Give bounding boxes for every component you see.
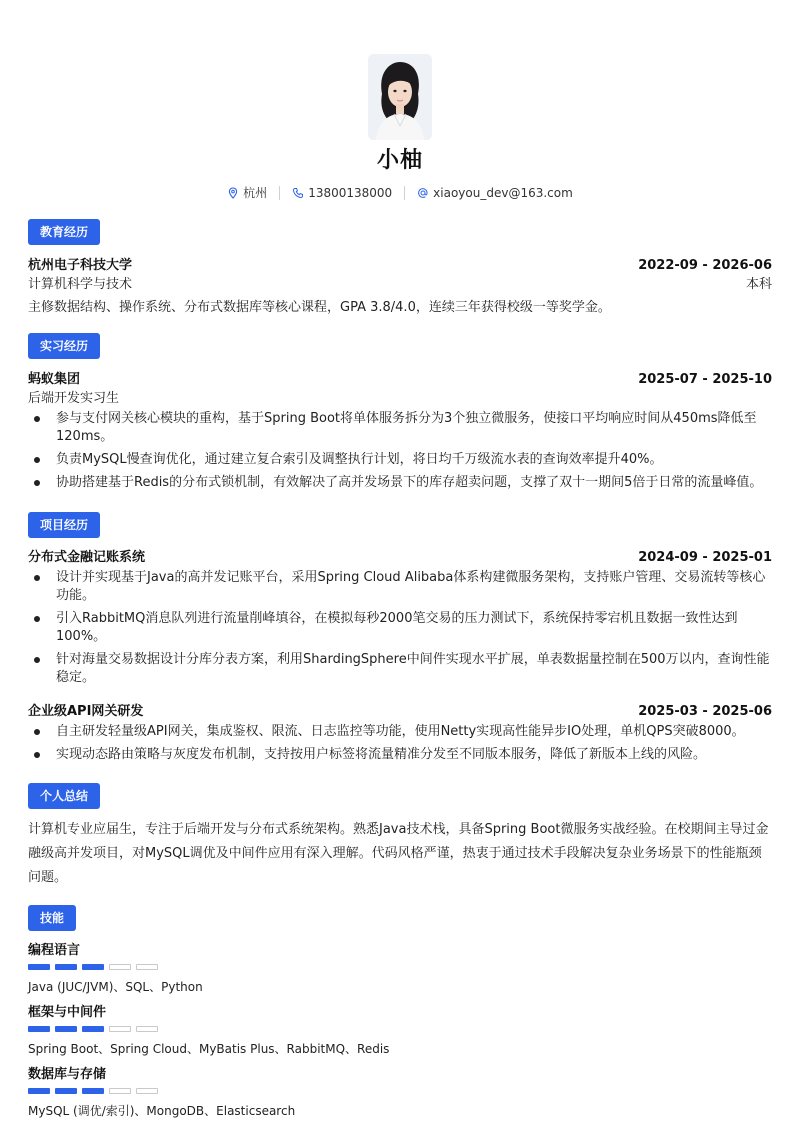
education-header-row [28,254,772,273]
skill-segment-empty [136,964,158,970]
candidate-name: 小柚 [376,148,423,173]
skill-segment-empty [109,964,131,970]
skill-title: 框架与中间件 [28,1005,107,1020]
section-internship-tag: 实习经历 [28,333,100,359]
skill-level-bar [28,1026,772,1032]
bullet-dot [34,657,40,663]
bullet-dot [34,416,40,422]
list-item [28,451,772,469]
skill-title: 数据库与存储 [28,1067,107,1082]
list-item [28,746,772,764]
section-education-tag: 教育经历 [28,219,100,245]
bullet-dot [34,616,40,622]
skill-segment-empty [136,1088,158,1094]
skill-list: MySQL (调优/索引)、MongoDB、Elasticsearch [28,1104,296,1118]
bullet-dot [34,457,40,463]
contact-phone [292,187,392,199]
education-sub-row [28,273,772,292]
skill-segment-filled [82,964,104,970]
skill-segment-empty [109,1026,131,1032]
project-name: 分布式金融记账系统 [28,550,146,565]
section-projects-tag: 项目经历 [28,512,100,538]
bullet-text: 自主研发轻量级API网关，集成鉴权、限流、日志监控等功能，使用Netty实现高性能异步IO处理，单机QPS突破8000。 [56,724,745,739]
bullet-dot [34,752,40,758]
at-sign-icon [417,187,429,199]
internship-block [28,368,772,497]
list-item [28,610,772,646]
contact-divider [404,186,405,200]
bullet-dot [34,729,40,735]
skill-segment-filled [82,1088,104,1094]
summary-text: 计算机专业应届生，专注于后端开发与分布式系统架构。熟悉Java技术栈，具备Spring Boot微服务实战经验。在校期间主导过金融级高并发项目，对MySQL调优及中间件应用有深入理解。代码风格严谨，热衷于通过技术手段解决复杂业务场景下的性能瓶颈问题。 [28,822,769,885]
skill-segment-empty [109,1088,131,1094]
internship-role: 后端开发实习生 [28,391,120,406]
degree-name: 本科 [745,277,772,292]
list-item [28,410,772,446]
education-description: 主修数据结构、操作系统、分布式数据库等核心课程，GPA 3.8/4.0，连续三年获得校级一等奖学金。 [28,300,611,315]
project-header-row [28,546,772,565]
bullet-text: 负责MySQL慢查询优化，通过建立复合索引及调整执行计划，将日均千万级流水表的查询效率提升40%。 [56,452,663,467]
contact-email [417,187,573,199]
skill-segment-filled [55,964,77,970]
resume-header [0,54,800,200]
avatar-photo [368,54,432,140]
skill-segment-filled [82,1026,104,1032]
project-block-2 [28,700,772,769]
phone-icon [292,187,304,199]
skill-segment-filled [55,1026,77,1032]
contact-line [0,186,800,200]
skill-list: Spring Boot、Spring Cloud、MyBatis Plus、RabbitMQ、Redis [28,1042,390,1056]
skill-segment-filled [55,1088,77,1094]
bullet-text: 参与支付网关核心模块的重构，基于Spring Boot将单体服务拆分为3个独立微服务，使接口平均响应时间从450ms降低至120ms。 [56,411,757,444]
project-bullets [28,569,772,687]
contact-location [227,187,267,199]
internship-header-row [28,368,772,387]
project-block-1 [28,546,772,692]
bullet-text: 设计并实现基于Java的高并发记账平台，采用Spring Cloud Alibaba体系构建微服务架构，支持账户管理、交易流转等核心功能。 [56,570,766,603]
skill-segment-empty [136,1026,158,1032]
project-date: 2024-09 - 2025-01 [638,550,772,565]
list-item [28,723,772,741]
skill-level-bar [28,1088,772,1094]
skill-segment-filled [28,1026,50,1032]
bullet-text: 引入RabbitMQ消息队列进行流量削峰填谷，在模拟每秒2000笔交易的压力测试下，系统保持零宕机且数据一致性达到100%。 [56,611,738,644]
location-pin-icon [227,187,239,199]
education-date: 2022-09 - 2026-06 [638,258,772,273]
major-name: 计算机科学与技术 [28,277,133,292]
list-item [28,651,772,687]
bullet-text: 协助搭建基于Redis的分布式锁机制，有效解决了高并发场景下的库存超卖问题，支撑了双十一期间5倍于日常的流量峰值。 [56,475,763,490]
school-name: 杭州电子科技大学 [28,258,133,273]
skill-level-bar [28,964,772,970]
skill-group [28,1063,772,1125]
skill-group [28,1001,772,1063]
project-header-row [28,700,772,719]
project-date: 2025-03 - 2025-06 [638,704,772,719]
list-item [28,569,772,605]
skill-group [28,939,772,1001]
skill-list: Java (JUC/JVM)、SQL、Python [28,980,203,994]
summary-block [28,818,772,890]
list-item [28,474,772,492]
phone-text[interactable]: 13800138000 [308,186,393,200]
project-bullets [28,723,772,764]
skill-title: 编程语言 [28,943,81,958]
internship-bullets [28,410,772,492]
company-name: 蚂蚁集团 [28,372,81,387]
project-name: 企业级API网关研发 [28,704,144,719]
contact-divider [279,186,280,200]
location-text: 杭州 [243,186,268,200]
section-skills-tag: 技能 [28,905,76,931]
internship-date: 2025-07 - 2025-10 [638,372,772,387]
skills-block [28,939,772,1125]
skill-segment-filled [28,964,50,970]
education-block [28,254,772,318]
bullet-text: 针对海量交易数据设计分库分表方案，利用ShardingSphere中间件实现水平扩展，单表数据量控制在500万以内，查询性能稳定。 [56,652,770,685]
skill-segment-filled [28,1088,50,1094]
section-summary-tag: 个人总结 [28,783,100,809]
bullet-dot [34,575,40,581]
email-text[interactable]: xiaoyou_dev@163.com [433,186,573,200]
bullet-dot [34,480,40,486]
bullet-text: 实现动态路由策略与灰度发布机制，支持按用户标签将流量精准分发至不同版本服务，降低了新版本上线的风险。 [56,747,707,762]
